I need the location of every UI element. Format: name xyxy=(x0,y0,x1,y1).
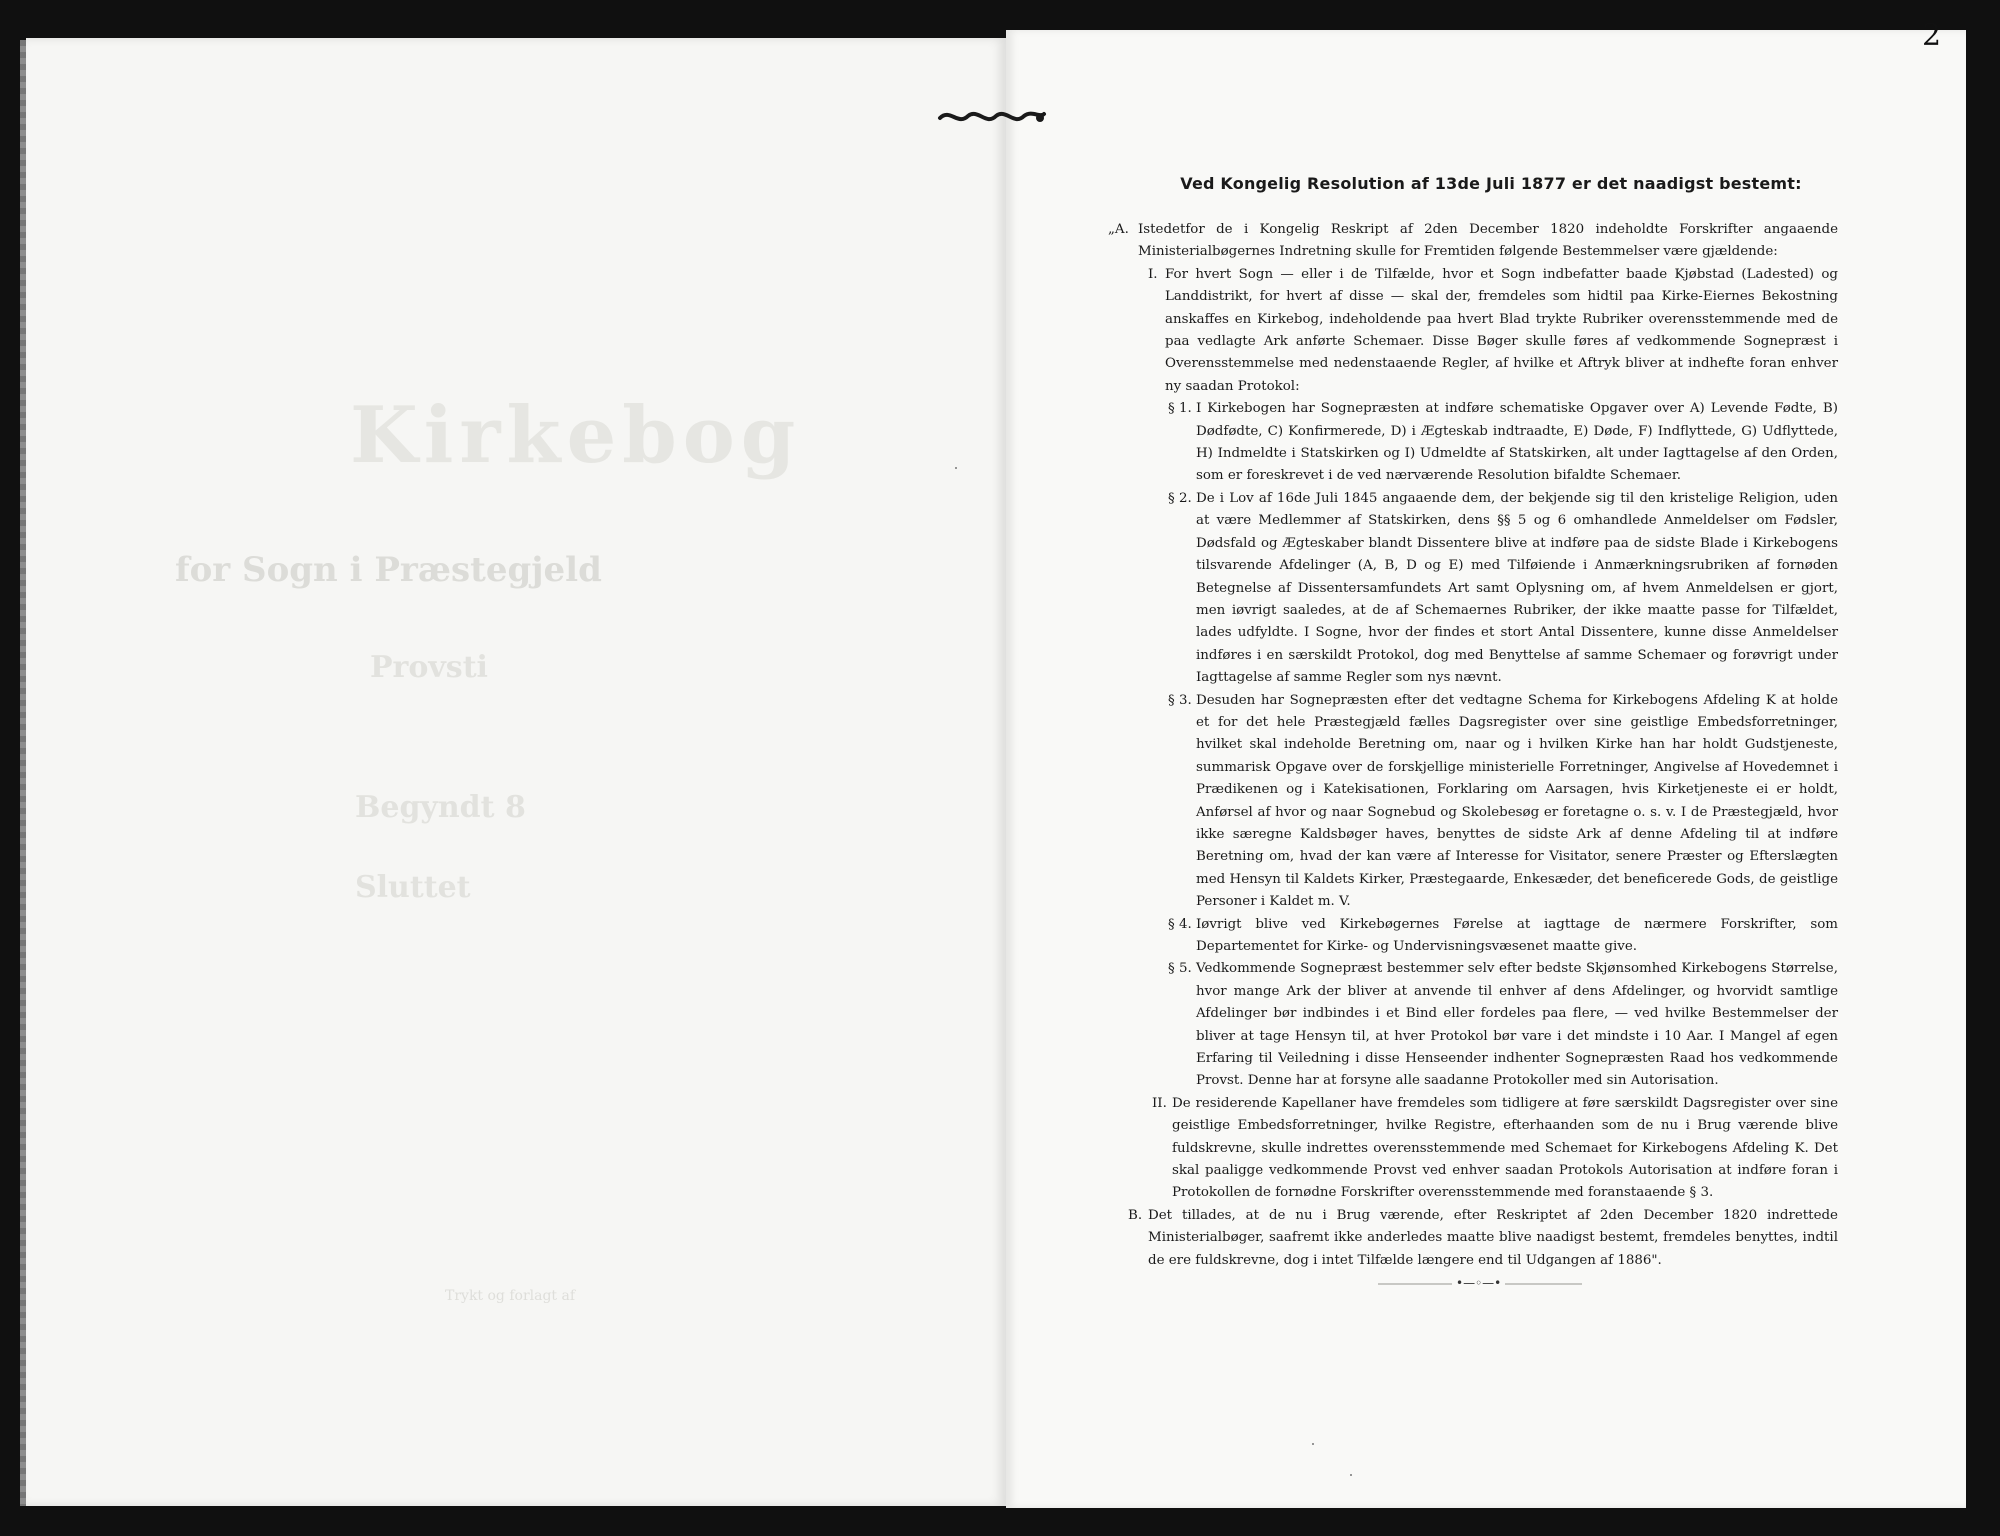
section-1 xyxy=(1108,398,1838,488)
left-page xyxy=(26,38,1006,1506)
section-2-label: § 2. xyxy=(1168,490,1192,506)
end-ornament: •—◦—• xyxy=(1452,1276,1505,1290)
paragraph-i-text: For hvert Sogn — eller i de Tilfælde, hvor et Sogn indbefatter baade Kjøbstad (Ladested) og Landdistrikt, for hvert af disse — skal der, fremdeles som hidtil paa Kirke-Eiernes Bekostning anskaffes en Kirkebog, indeholdende paa hvert Blad trykte Rubriker overensstemmende med de paa vedlagte Ark anførte Schemaer. Disse Bøger skulle føres af vedkommende Sognepræst i Overensstemmelse med nedenstaaende Regler, af hvilke et Aftryk bliver at indhefte foran enhver ny saadan Protokol: xyxy=(1165,266,1838,394)
paragraph-a xyxy=(1108,219,1838,264)
paragraph-i-label: I. xyxy=(1148,266,1158,282)
page-number: 2 xyxy=(1922,18,1942,53)
paragraph-b-label: B. xyxy=(1128,1207,1143,1223)
ghost-line-begun: Begyndt 8 xyxy=(355,790,526,825)
paragraph-a-text: Istedetfor de i Kongelig Reskript af 2den December 1820 indeholdte Forskrifter angaaende Ministerialbøgernes Indretning skulle for Fremtiden følgende Bestemmelser være gjældende: xyxy=(1138,222,1838,260)
section-4-text: Iøvrigt blive ved Kirkebøgernes Førelse at iagttage de nærmere Forskrifter, som Departementet for Kirke- og Undervisningsvæsenet maatte give. xyxy=(1196,916,1838,954)
section-2-text: De i Lov af 16de Juli 1845 angaaende dem, der bekjende sig til den kristelige Religion, uden at være Medlemmer af Statskirken, dens §§ 5 og 6 omhandlede Anmeldelser om Fødsler, Dødsfald og Ægteskaber blandt Dissentere blive at indføre paa de sidste Blade i Kirkebogens tilsvarende Afdelinger (A, B, D og E) med Tilføiende i Anmærkningsrubriken af fornøden Betegnelse af Dissentersamfundets Art samt Oplysning om, af hvem Anmeldelsen er gjort, men iøvrigt saaledes, at de af Schemaernes Rubriker, der ikke maatte passe for Tilfældet, lades udfyldte. I Sogne, hvor der findes et stort Antal Dissentere, kunne disse Anmeldelser indføres i en særskildt Protokol, dog med Benyttelse af samme Schemaer og forøvrigt under Iagttagelse af samme Regler som nys nævnt. xyxy=(1196,490,1838,686)
section-1-label: § 1. xyxy=(1168,401,1192,417)
scan-speck xyxy=(1312,1443,1314,1445)
ghost-title: Kirkebog xyxy=(350,390,802,481)
section-2 xyxy=(1108,488,1838,690)
paragraph-ii xyxy=(1108,1093,1838,1205)
ghost-line-ended: Sluttet xyxy=(355,870,471,905)
section-5-text: Vedkommende Sognepræst bestemmer selv efter bedste Skjønsomhed Kirkebogens Størrelse, hvor mange Ark der bliver at anvende til enhver af dens Afdelinger, og hvorvidt samtlige Afdelinger bør indbindes i et Bind eller fordeles paa flere, — ved hvilke Bestemmelser der bliver at tage Hensyn til, at hver Protokol bør vare i det mindste i 10 Aar. I Mangel af egen Erfaring til Veiledning i disse Henseender indhenter Sognepræsten Raad hos vedkommende Provst. Denne har at forsyne alle saadanne Protokoller med sin Autorisation. xyxy=(1196,961,1838,1089)
section-4-label: § 4. xyxy=(1168,916,1192,932)
paragraph-b-text: Det tillades, at de nu i Brug værende, efter Reskriptet af 2den December 1820 indrettede Ministerialbøger, saafremt ikke anderledes maatte blive naadigst bestemt, fremdeles benyttes, indtil de ere fuldskrevne, dog i intet Tilfælde længere end til Udgangen af 1886". xyxy=(1148,1207,1838,1268)
section-3-text: Desuden har Sognepræsten efter det vedtagne Schema for Kirkebogens Afdeling K at holde et for det hele Præstegjæld fælles Dagsregister over sine geistlige Embedsforretninger, hvilket skal indeholde Beretning om, naar og i hvilken Kirke han har holdt Gudstjeneste, summarisk Opgave over de forskjellige ministerielle Forretninger, Angivelse af Hovedemnet i Prædikenen og i Katekisationen, Forklaring om Aarsagen, hvis Kirketjeneste ei er holdt, Anførsel af hvor og naar Sognebud og Skolebesøg er foretagne o. s. v. I de Præstegjæld, hvor ikke særegne Kaldsbøger haves, benyttes de sidste Ark af denne Afdeling til at indføre Beretning om, hvad der kan være af Interesse for Visitator, senere Præster og Efterslægten med Hensyn til Kaldets Kirker, Præstegaarde, Enkesæder, det beneficerede Gods, de geistlige Personer i Kaldet m. V. xyxy=(1196,692,1838,910)
ornament-icon xyxy=(936,104,1048,128)
ghost-line-parish: for Sogn i Præstegjeld xyxy=(175,550,602,590)
scan-speck xyxy=(955,467,957,469)
paragraph-b xyxy=(1108,1205,1838,1272)
section-4 xyxy=(1108,914,1838,959)
paragraph-i xyxy=(1108,264,1838,398)
ghost-line-deanery: Provsti xyxy=(370,650,488,685)
document-title: Ved Kongelig Resolution af 13de Juli 1877 er det naadigst bestemt: xyxy=(1180,174,1802,193)
section-1-text: I Kirkebogen har Sognepræsten at indføre schematiske Opgaver over A) Levende Fødte, B) Dødfødte, C) Konfirmerede, D) i Ægteskab indtraadte, E) Døde, F) Indflyttede, G) Udflyttede, H) Indmeldte i Statskirken og I) Udmeldte af Statskirken, alt under Iagttagelse af den Orden, som er foreskrevet i de ved nærværende Resolution bifaldte Schemaer. xyxy=(1196,401,1838,484)
scan-speck xyxy=(1350,1474,1352,1476)
resolution-text xyxy=(1108,170,1838,1272)
section-3-label: § 3. xyxy=(1168,692,1192,708)
paragraph-a-label: „A. xyxy=(1108,222,1129,237)
paragraph-ii-text: De residerende Kapellaner have fremdeles som tidligere at føre særskildt Dagsregister over sine geistlige Embedsforretninger, hvilke Registre, efterhaanden som de nu i Brug værende blive fuldskrevne, skulle indrettes overensstemmende med Schemaet for Kirkebogens Afdeling K. Det skal paaligge vedkommende Provst ved enhver saadan Protokols Autorisation at indføre foran i Protokollen de fornødne Forskrifter overensstemmende med foranstaaende § 3. xyxy=(1172,1095,1838,1201)
section-3 xyxy=(1108,690,1838,914)
section-5 xyxy=(1108,958,1838,1092)
ghost-printer-line: Trykt og forlagt af xyxy=(445,1288,576,1304)
section-5-label: § 5. xyxy=(1168,961,1192,977)
paragraph-ii-label: II. xyxy=(1152,1095,1167,1111)
